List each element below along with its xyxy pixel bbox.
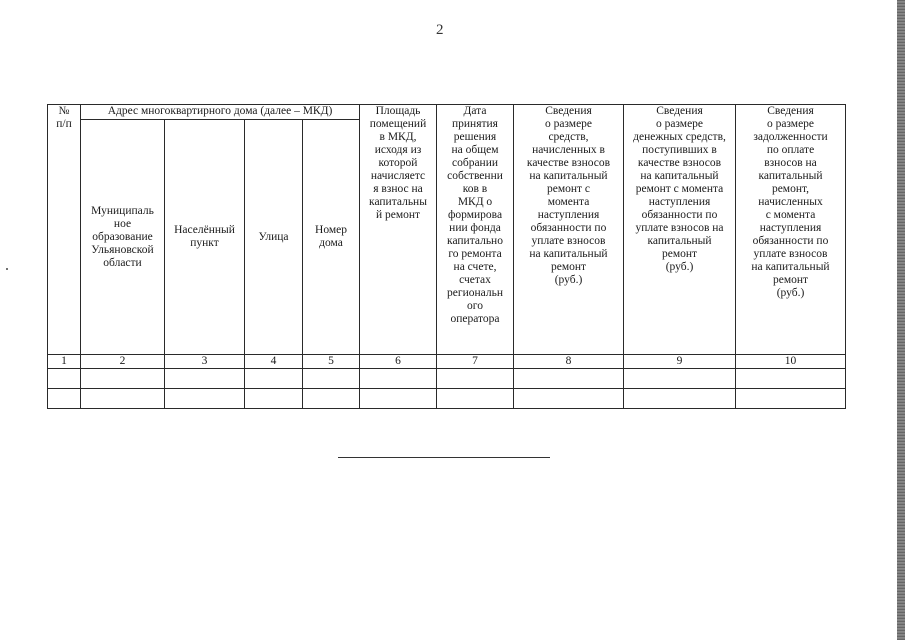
header-settlement: Населённый пункт xyxy=(165,120,245,355)
empty-cell xyxy=(514,389,624,409)
empty-cell xyxy=(48,389,81,409)
column-number: 9 xyxy=(624,355,736,369)
footer-separator-line xyxy=(338,457,550,458)
mkd-report-table xyxy=(47,104,846,409)
column-number: 8 xyxy=(514,355,624,369)
empty-cell xyxy=(360,389,437,409)
scan-edge-artifact xyxy=(897,0,905,640)
empty-cell xyxy=(245,389,303,409)
column-number-row xyxy=(48,355,846,369)
empty-cell xyxy=(624,369,736,389)
empty-cell xyxy=(437,389,514,409)
empty-data-row xyxy=(48,389,846,409)
column-number: 6 xyxy=(360,355,437,369)
column-number: 4 xyxy=(245,355,303,369)
empty-cell xyxy=(245,369,303,389)
header-address-group: Адрес многоквартирного дома (далее – МКД) xyxy=(81,105,360,120)
header-area: Площадь помещений в МКД, исходя из которой начисляетс я взнос на капитальны й ремонт xyxy=(360,105,437,355)
column-number: 1 xyxy=(48,355,81,369)
empty-cell xyxy=(736,369,846,389)
scan-speck xyxy=(6,268,8,270)
empty-data-row xyxy=(48,369,846,389)
page-number: 2 xyxy=(436,22,444,38)
empty-cell xyxy=(514,369,624,389)
empty-cell xyxy=(303,389,360,409)
empty-cell xyxy=(81,369,165,389)
empty-cell xyxy=(303,369,360,389)
column-number: 7 xyxy=(437,355,514,369)
column-number: 3 xyxy=(165,355,245,369)
empty-cell xyxy=(165,369,245,389)
header-street: Улица xyxy=(245,120,303,355)
header-received-amount: Сведения о размере денежных средств, поступивших в качестве взносов на капитальный ремонт с момента наступления обязанности по уплате взносов на капитальный ремонт (руб.) xyxy=(624,105,736,355)
empty-cell xyxy=(81,389,165,409)
empty-cell xyxy=(48,369,81,389)
header-house-number: Номер дома xyxy=(303,120,360,355)
header-charged-amount: Сведения о размере средств, начисленных в качестве взносов на капитальный ремонт с момента наступления обязанности по уплате взносов на капитальный ремонт (руб.) xyxy=(514,105,624,355)
empty-cell xyxy=(624,389,736,409)
header-debt-amount: Сведения о размере задолженности по оплате взносов на капитальный ремонт, начисленных с момента наступления обязанности по уплате взносов на капитальный ремонт (руб.) xyxy=(736,105,846,355)
empty-cell xyxy=(360,369,437,389)
column-number: 2 xyxy=(81,355,165,369)
empty-cell xyxy=(736,389,846,409)
empty-cell xyxy=(437,369,514,389)
header-municipality: Муниципаль ное образование Ульяновской области xyxy=(81,120,165,355)
empty-cell xyxy=(165,389,245,409)
column-number: 5 xyxy=(303,355,360,369)
header-decision-date: Дата принятия решения на общем собрании собственни ков в МКД о формирова нии фонда капитально го ремонта на счете, счетах региональн ого оператора xyxy=(437,105,514,355)
header-row-number: № п/п xyxy=(48,105,81,355)
column-number: 10 xyxy=(736,355,846,369)
